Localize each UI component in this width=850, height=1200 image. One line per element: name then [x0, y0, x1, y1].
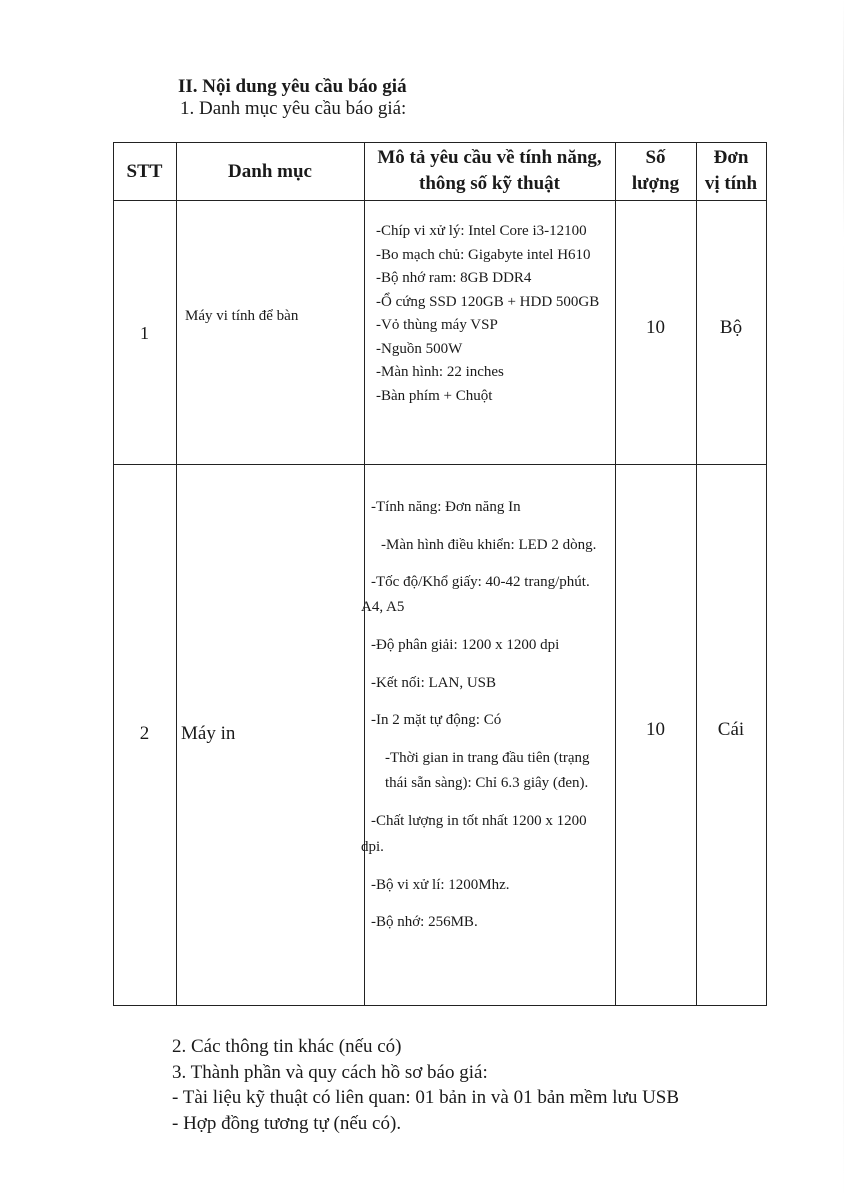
row2-spec-line: thái sẵn sàng): Chỉ 6.3 giây (đen). [385, 775, 589, 791]
row1-spec-line: -Bộ nhớ ram: 8GB DDR4 [376, 270, 532, 286]
row2-danh-muc: Máy in [181, 723, 236, 744]
row2-spec-line: -Kết nối: LAN, USB [371, 675, 496, 691]
row2-spec-line: -Bộ nhớ: 256MB. [371, 914, 478, 930]
row1-spec-line: -Bàn phím + Chuột [376, 387, 493, 404]
footer-item-2: 2. Các thông tin khác (nếu có) [172, 1036, 402, 1057]
row2-spec-line: -Chất lượng in tốt nhất 1200 x 1200 [371, 813, 587, 829]
footer-item-3: 3. Thành phần và quy cách hồ sơ báo giá: [172, 1062, 488, 1083]
row2-spec-line: -Thời gian in trang đầu tiên (trạng [385, 750, 590, 766]
row1-so-luong: 10 [646, 317, 665, 338]
header-mo-ta-line2: thông số kỹ thuật [419, 173, 560, 194]
row1-spec-line: -Màn hình: 22 inches [376, 364, 504, 380]
row2-spec-line: -Màn hình điều khiển: LED 2 dòng. [381, 537, 597, 553]
row2-so-luong: 10 [646, 719, 665, 740]
quote-request-table [113, 142, 767, 1006]
row2-spec-line: dpi. [361, 839, 384, 855]
header-danh-muc: Danh mục [228, 161, 312, 182]
header-mo-ta-line1: Mô tả yêu cầu về tính năng, [377, 147, 602, 168]
row1-don-vi: Bộ [719, 317, 743, 338]
row2-stt: 2 [139, 723, 150, 744]
header-so-luong-line2: lượng [631, 173, 680, 194]
row2-spec-line: -Bộ vi xử lí: 1200Mhz. [371, 877, 510, 893]
row2-spec-line: -Tốc độ/Khổ giấy: 40-42 trang/phút. [371, 574, 590, 590]
header-don-vi-line2: vị tính [704, 173, 758, 194]
header-stt: STT [126, 161, 163, 182]
footer-bullet-2: - Hợp đồng tương tự (nếu có). [172, 1113, 402, 1134]
header-so-luong-line1: Số [645, 147, 666, 168]
row1-stt: 1 [140, 323, 149, 343]
row1-danh-muc: Máy vi tính để bàn [185, 308, 299, 324]
row2-spec-line: -In 2 mặt tự động: Có [371, 712, 502, 728]
row2-don-vi: Cái [717, 719, 745, 740]
section-heading: II. Nội dung yêu cầu báo giá [178, 76, 407, 97]
row2-spec-line: -Tính năng: Đơn năng In [371, 499, 521, 515]
row1-spec-line: -Nguồn 500W [376, 340, 463, 357]
row1-spec-line: -Bo mạch chủ: Gigabyte intel H610 [376, 246, 591, 263]
header-don-vi-line1: Đơn [713, 147, 749, 168]
row2-spec-line: A4, A5 [361, 599, 405, 615]
row1-spec-line: -Ổ cứng SSD 120GB + HDD 500GB [376, 293, 600, 310]
scan-edge-line [843, 0, 844, 1200]
row1-spec-line: -Vỏ thùng máy VSP [376, 317, 498, 333]
row2-mo-ta [113, 142, 767, 1006]
sub-heading: 1. Danh mục yêu cầu báo giá: [180, 98, 407, 119]
row2-spec-line: -Độ phân giải: 1200 x 1200 dpi [371, 637, 560, 653]
footer-bullet-1: - Tài liệu kỹ thuật có liên quan: 01 bản in và 01 bản mềm lưu USB [172, 1087, 680, 1108]
row1-spec-line: -Chíp vi xử lý: Intel Core i3-12100 [376, 223, 587, 239]
